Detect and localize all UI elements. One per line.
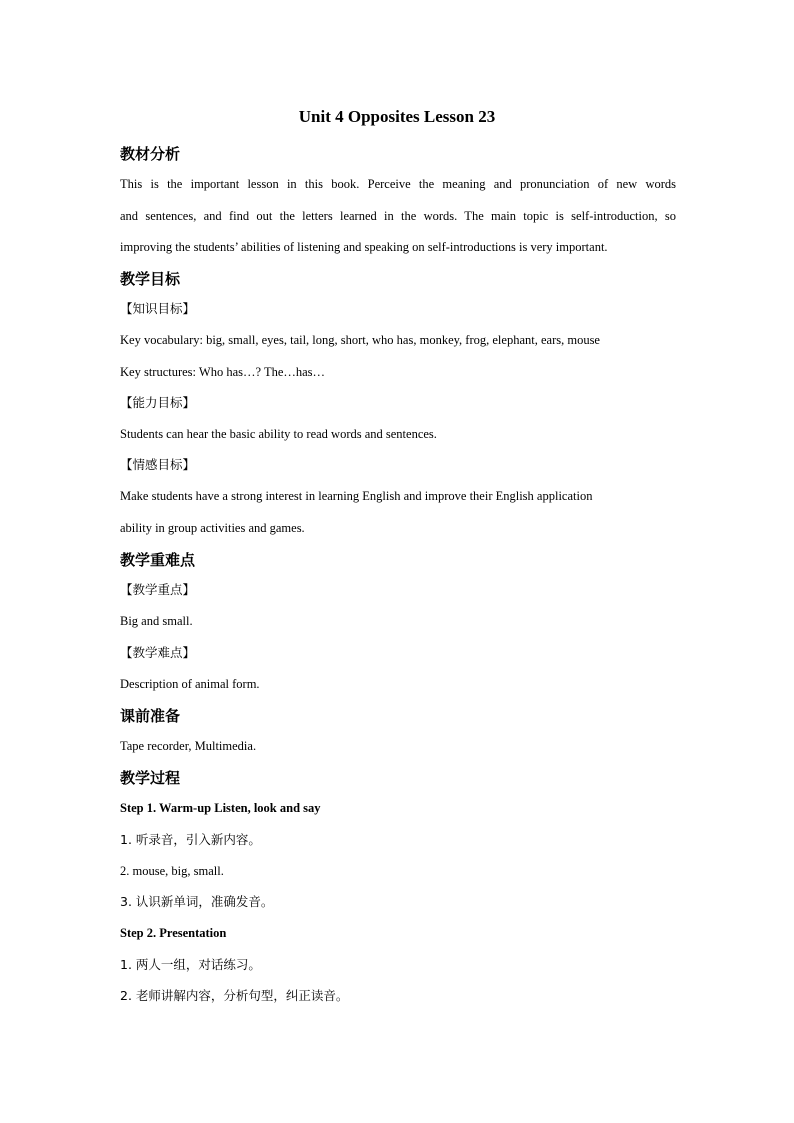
emotion-line-2: ability in group activities and games. <box>120 521 305 535</box>
heading-process: 教学过程 <box>120 769 181 787</box>
emotion-line-1: Make students have a strong interest in learning English and improve their English application <box>120 489 593 503</box>
step2-item-1: 1. 两人一组，对话练习。 <box>120 957 261 972</box>
document-title: Unit 4 Opposites Lesson 23 <box>298 107 496 126</box>
teaching-focus-label: 【教学重点】 <box>120 582 196 597</box>
step1-item-3: 3. 认识新单词，准确发音。 <box>120 894 274 909</box>
step1-item-2: 2. mouse, big, small. <box>120 864 224 878</box>
step1-title: Step 1. Warm-up Listen, look and say <box>120 801 321 815</box>
step1-item-1: 1. 听录音，引入新内容。 <box>120 832 261 847</box>
key-structures-line: Key structures: Who has…? The…has… <box>120 365 326 379</box>
analysis-line-3: improving the students’ abilities of listening and speaking on self-introductions is very important. <box>120 240 608 254</box>
ability-line: Students can hear the basic ability to read words and sentences. <box>120 427 437 441</box>
key-vocabulary-line: Key vocabulary: big, small, eyes, tail, long, short, who has, monkey, frog, elephant, ears, mouse <box>120 333 600 347</box>
step2-item-2: 2. 老师讲解内容，分析句型，纠正读音。 <box>120 988 349 1003</box>
ability-objectives-label: 【能力目标】 <box>120 395 196 410</box>
teaching-difficulty-line: Description of animal form. <box>120 677 260 691</box>
heading-objectives: 教学目标 <box>120 270 181 288</box>
emotion-objectives-label: 【情感目标】 <box>120 457 196 472</box>
heading-preparation: 课前准备 <box>120 707 181 725</box>
knowledge-objectives-label: 【知识目标】 <box>120 301 196 316</box>
analysis-line-2: and sentences, and find out the letters learned in the words. The main topic is self-introduction, so <box>120 209 676 223</box>
heading-key-points: 教学重难点 <box>120 551 196 569</box>
heading-analysis: 教材分析 <box>120 145 181 163</box>
teaching-difficulty-label: 【教学难点】 <box>120 645 196 660</box>
analysis-line-1: This is the important lesson in this book. Perceive the meaning and pronunciation of new words <box>120 177 676 191</box>
teaching-focus-line: Big and small. <box>120 614 193 628</box>
preparation-line: Tape recorder, Multimedia. <box>120 739 257 753</box>
step2-title: Step 2. Presentation <box>120 926 227 940</box>
